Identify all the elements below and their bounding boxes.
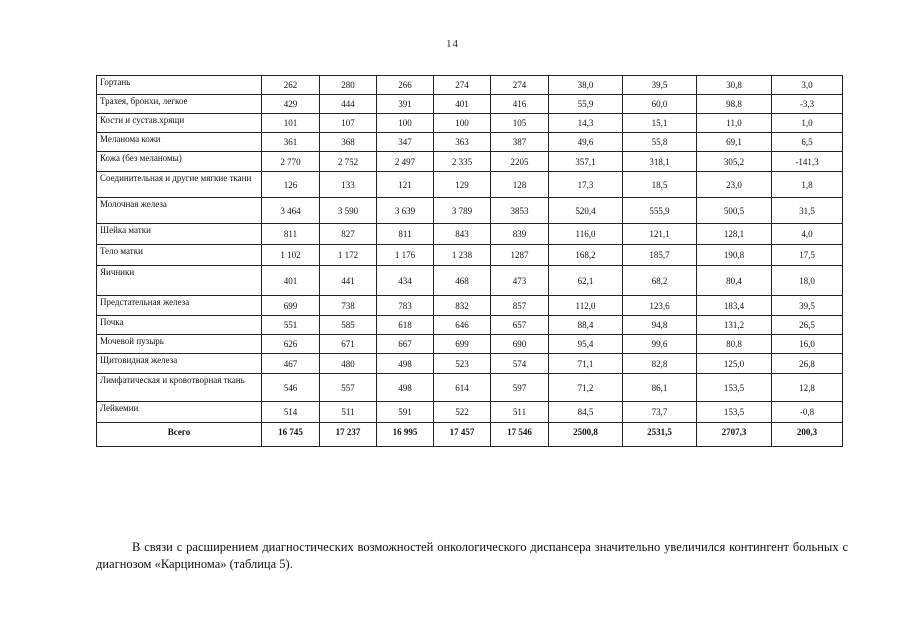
table-cell: 128 [491,172,549,198]
table-cell: 2205 [491,152,549,172]
table-cell: 671 [320,335,377,354]
table-cell: 3 789 [434,198,491,224]
table-cell: 347 [377,133,434,152]
table-cell: 17 546 [491,423,549,447]
row-label: Шейка матки [97,224,262,245]
table-cell: 39,5 [623,76,697,95]
table-cell: 618 [377,316,434,335]
table-cell: 514 [262,402,320,423]
table-row [97,224,843,245]
table-row [97,76,843,95]
table-cell: 1 238 [434,245,491,266]
table-cell: 38,0 [549,76,623,95]
table-cell: 318,1 [623,152,697,172]
table-cell: 387 [491,133,549,152]
table-cell: 434 [377,266,434,296]
table-cell: 1287 [491,245,549,266]
table-cell: 690 [491,335,549,354]
table-row [97,95,843,114]
table-cell: 3853 [491,198,549,224]
table-total-row [97,423,843,447]
table-cell: 105 [491,114,549,133]
table-cell: 511 [320,402,377,423]
table-cell: 200,3 [772,423,843,447]
table-cell: 31,5 [772,198,843,224]
table-cell: 429 [262,95,320,114]
table-cell: 84,5 [549,402,623,423]
table-cell: 783 [377,296,434,316]
table-cell: 99,6 [623,335,697,354]
table-cell: 49,6 [549,133,623,152]
table-cell: 1,8 [772,172,843,198]
row-label: Мочевой пузырь [97,335,262,354]
table-cell: 557 [320,374,377,402]
table-cell: 523 [434,354,491,374]
row-label: Всего [97,423,262,447]
row-label: Трахея, бронхи, легкое [97,95,262,114]
table-cell: 468 [434,266,491,296]
table-cell: 262 [262,76,320,95]
table-cell: 811 [262,224,320,245]
table-cell: 26,8 [772,354,843,374]
table-cell: -0,8 [772,402,843,423]
table-cell: 129 [434,172,491,198]
table-cell: 17,5 [772,245,843,266]
table-cell: 39,5 [772,296,843,316]
table-cell: 498 [377,374,434,402]
table-cell: 121,1 [623,224,697,245]
table-cell: 520,4 [549,198,623,224]
row-label: Тело матки [97,245,262,266]
table-cell: 391 [377,95,434,114]
table-cell: 123,6 [623,296,697,316]
table-cell: 699 [262,296,320,316]
table-cell: 2 335 [434,152,491,172]
incidence-table [96,75,843,447]
row-label: Меланома кожи [97,133,262,152]
table-cell: 17 237 [320,423,377,447]
table-cell: 2 752 [320,152,377,172]
table-cell: 71,1 [549,354,623,374]
table-cell: 738 [320,296,377,316]
table-cell: 80,8 [697,335,772,354]
table-cell: 4,0 [772,224,843,245]
table-cell: 16 995 [377,423,434,447]
table-cell: 266 [377,76,434,95]
table-cell: 522 [434,402,491,423]
table-cell: 69,1 [697,133,772,152]
table-cell: 12,8 [772,374,843,402]
table-row [97,296,843,316]
table-cell: 585 [320,316,377,335]
table-row [97,335,843,354]
table-cell: 363 [434,133,491,152]
table-cell: 2531,5 [623,423,697,447]
table-cell: 6,5 [772,133,843,152]
table-row [97,316,843,335]
table-cell: 168,2 [549,245,623,266]
table-cell: 94,8 [623,316,697,335]
table-row [97,114,843,133]
table-cell: -3,3 [772,95,843,114]
table-cell: 133 [320,172,377,198]
row-label: Кости и сустав.хрящи [97,114,262,133]
table-cell: 153,5 [697,374,772,402]
table-body [97,76,843,447]
table-cell: 116,0 [549,224,623,245]
table-cell: 1,0 [772,114,843,133]
table-cell: 190,8 [697,245,772,266]
table-cell: 62,1 [549,266,623,296]
table-row [97,133,843,152]
table-cell: 511 [491,402,549,423]
table-cell: 183,4 [697,296,772,316]
table-cell: 15,1 [623,114,697,133]
table-cell: -141,3 [772,152,843,172]
row-label: Почка [97,316,262,335]
table-cell: 646 [434,316,491,335]
table-cell: 18,5 [623,172,697,198]
table-cell: 357,1 [549,152,623,172]
table-cell: 667 [377,335,434,354]
table-cell: 23,0 [697,172,772,198]
table-cell: 574 [491,354,549,374]
row-label: Яичники [97,266,262,296]
table-row [97,152,843,172]
body-paragraph: В связи с расширением диагностических возможностей онкологического диспансера значительно увеличился контингент больных с диагнозом «Карцинома» (таблица 5). [96,540,848,571]
table-cell: 3 639 [377,198,434,224]
table-cell: 857 [491,296,549,316]
table-row [97,354,843,374]
table-cell: 3,0 [772,76,843,95]
table-cell: 153,5 [697,402,772,423]
row-label: Предстательная железа [97,296,262,316]
table-cell: 305,2 [697,152,772,172]
table-cell: 416 [491,95,549,114]
table-cell: 11,0 [697,114,772,133]
table-cell: 274 [434,76,491,95]
table-cell: 80,4 [697,266,772,296]
table-cell: 480 [320,354,377,374]
table-cell: 121 [377,172,434,198]
table-row [97,402,843,423]
table-cell: 498 [377,354,434,374]
table-cell: 361 [262,133,320,152]
table-cell: 551 [262,316,320,335]
table-cell: 614 [434,374,491,402]
table-cell: 626 [262,335,320,354]
table-cell: 98,8 [697,95,772,114]
table-cell: 500,5 [697,198,772,224]
row-label: Лейкемии [97,402,262,423]
table-cell: 17,3 [549,172,623,198]
table-cell: 107 [320,114,377,133]
table-cell: 843 [434,224,491,245]
table-cell: 827 [320,224,377,245]
row-label: Соединительная и другие мягкие ткани [97,172,262,198]
table-cell: 401 [262,266,320,296]
table-cell: 55,9 [549,95,623,114]
table-cell: 2 497 [377,152,434,172]
table-cell: 126 [262,172,320,198]
table-cell: 401 [434,95,491,114]
table-cell: 55,8 [623,133,697,152]
table-cell: 1 102 [262,245,320,266]
table-cell: 112,0 [549,296,623,316]
table-cell: 18,0 [772,266,843,296]
row-label: Щитовидная железа [97,354,262,374]
table-cell: 3 590 [320,198,377,224]
table-cell: 73,7 [623,402,697,423]
table-cell: 101 [262,114,320,133]
row-label: Молочная железа [97,198,262,224]
table-cell: 441 [320,266,377,296]
table-cell: 699 [434,335,491,354]
table-cell: 185,7 [623,245,697,266]
table-cell: 546 [262,374,320,402]
table-cell: 14,3 [549,114,623,133]
table-cell: 68,2 [623,266,697,296]
table-cell: 17 457 [434,423,491,447]
table-cell: 3 464 [262,198,320,224]
table-row [97,374,843,402]
row-label: Лимфатическая и кровотворная ткань [97,374,262,402]
table-cell: 657 [491,316,549,335]
table-cell: 95,4 [549,335,623,354]
table-cell: 1 172 [320,245,377,266]
table-cell: 839 [491,224,549,245]
table-row [97,245,843,266]
table-cell: 444 [320,95,377,114]
table-cell: 60,0 [623,95,697,114]
table-cell: 274 [491,76,549,95]
table-cell: 16,0 [772,335,843,354]
table-cell: 131,2 [697,316,772,335]
table-cell: 82,8 [623,354,697,374]
table-cell: 16 745 [262,423,320,447]
table-cell: 1 176 [377,245,434,266]
table-cell: 811 [377,224,434,245]
table-cell: 467 [262,354,320,374]
row-label: Кожа (без меланомы) [97,152,262,172]
table-cell: 86,1 [623,374,697,402]
table-cell: 832 [434,296,491,316]
table-cell: 473 [491,266,549,296]
table-cell: 280 [320,76,377,95]
table-row [97,198,843,224]
table-cell: 2707,3 [697,423,772,447]
table-cell: 88,4 [549,316,623,335]
table-row [97,172,843,198]
page-number: 14 [446,38,459,50]
table-cell: 125,0 [697,354,772,374]
table-cell: 2 770 [262,152,320,172]
table-cell: 2500,8 [549,423,623,447]
row-label: Гортань [97,76,262,95]
table-cell: 100 [377,114,434,133]
table-cell: 26,5 [772,316,843,335]
table-cell: 100 [434,114,491,133]
table-row [97,266,843,296]
table-cell: 30,8 [697,76,772,95]
table-cell: 368 [320,133,377,152]
table-cell: 591 [377,402,434,423]
table-cell: 555,9 [623,198,697,224]
table-cell: 128,1 [697,224,772,245]
table-cell: 71,2 [549,374,623,402]
table-cell: 597 [491,374,549,402]
